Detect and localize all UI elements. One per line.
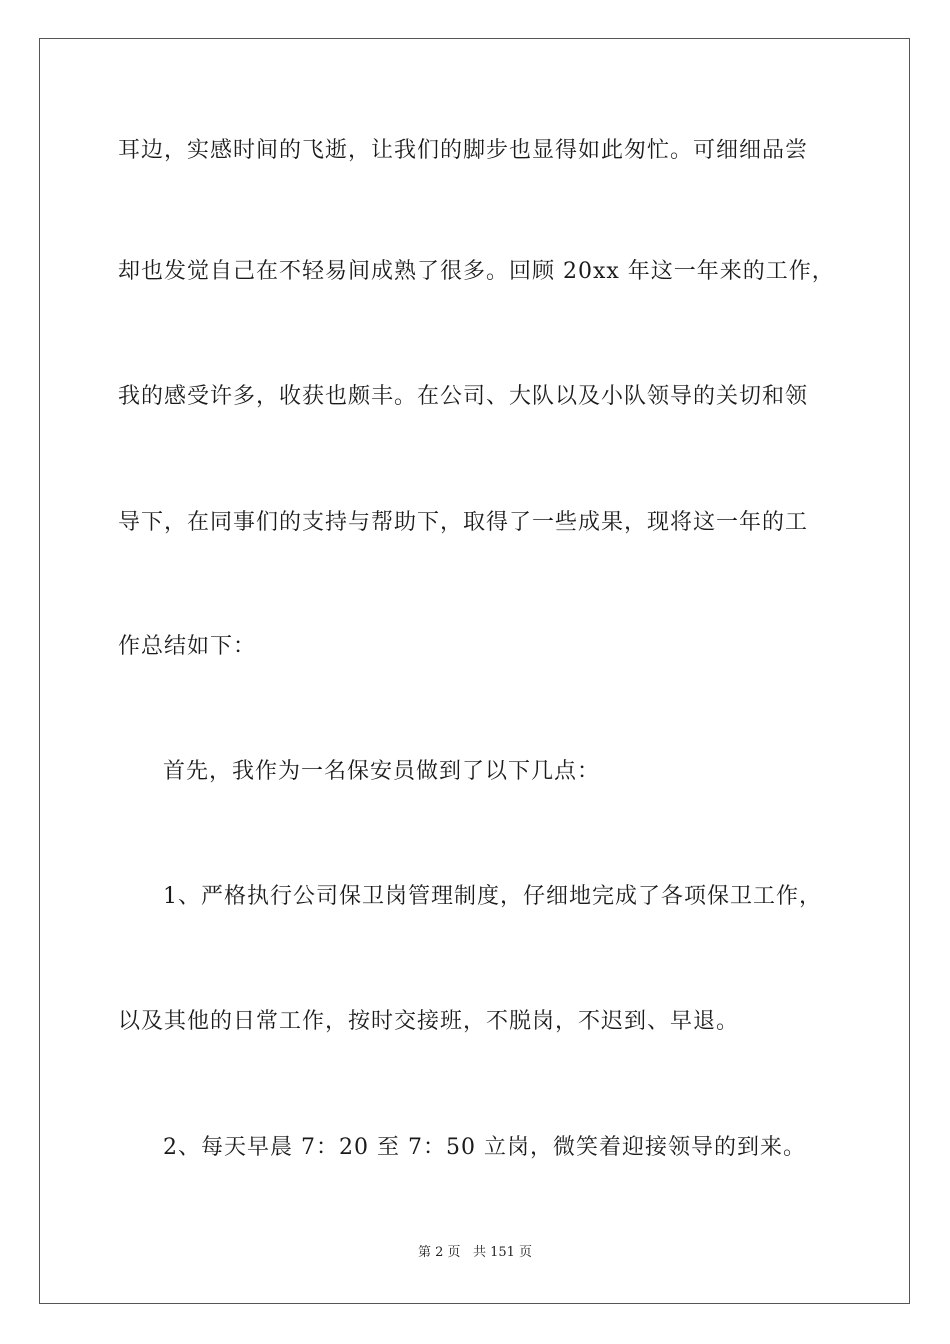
body-line-3: 我的感受许多，收获也颇丰。在公司、大队以及小队领导的关切和领 bbox=[118, 384, 809, 409]
body-line-1: 耳边，实感时间的飞逝，让我们的脚步也显得如此匆忙。可细细品尝 bbox=[118, 138, 809, 163]
body-line-2: 却也发觉自己在不轻易间成熟了很多。回顾 20xx 年这一年来的工作， bbox=[118, 259, 835, 284]
body-line-4: 导下，在同事们的支持与帮助下，取得了一些成果，现将这一年的工 bbox=[118, 510, 809, 535]
page-number: 第 2 页 bbox=[417, 1245, 461, 1260]
body-line-5: 作总结如下： bbox=[118, 634, 257, 659]
body-line-9: 2、每天早晨 7：20 至 7：50 立岗，微笑着迎接领导的到来。 bbox=[163, 1135, 806, 1160]
page-total: 共 151 页 bbox=[472, 1245, 533, 1260]
body-line-8: 以及其他的日常工作，按时交接班，不脱岗，不迟到、早退。 bbox=[118, 1009, 740, 1034]
body-line-7: 1、严格执行公司保卫岗管理制度，仔细地完成了各项保卫工作， bbox=[163, 884, 822, 909]
page-border bbox=[39, 38, 910, 1304]
page-footer bbox=[0, 1244, 950, 1262]
body-line-6: 首先，我作为一名保安员做到了以下几点： bbox=[163, 759, 601, 784]
